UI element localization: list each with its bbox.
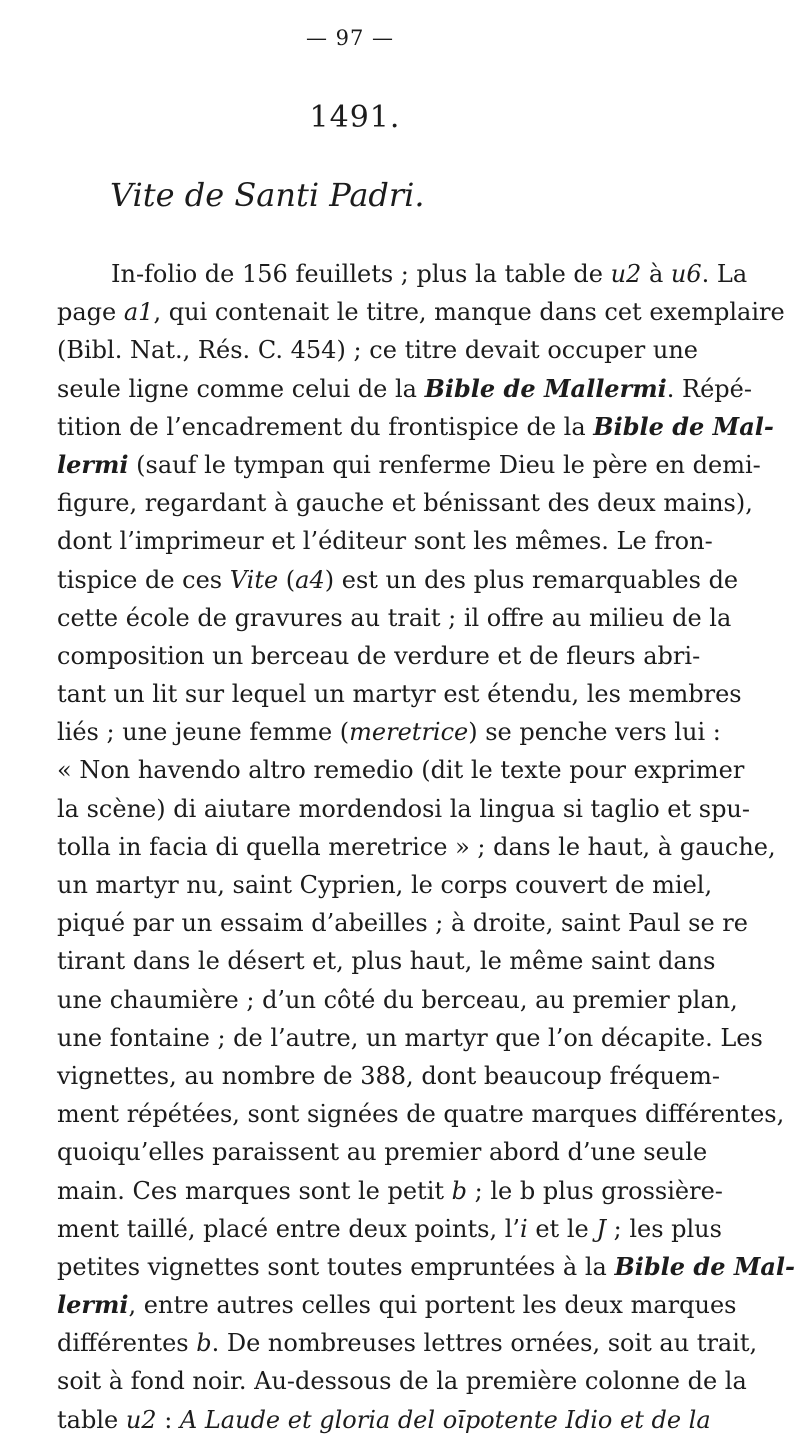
text-line: (Bibl. Nat., Rés. C. 454) ; ce titre devait occuper une — [57, 336, 698, 365]
text-line: quoiqu’elles paraissent au premier abord d’une seule — [57, 1138, 708, 1167]
entry-title: Vite de Santi Padri. — [110, 176, 425, 214]
text-line: différentes b. De nombreuses lettres ornées, soit au trait, — [57, 1329, 758, 1358]
text-line: main. Ces marques sont le petit b ; le b plus grossière- — [57, 1176, 723, 1205]
text-line: lermi (sauf le tympan qui renferme Dieu le père en demi- — [57, 449, 761, 479]
text-line: la scène) di aiutare mordendosi la lingua si taglio et spu- — [57, 794, 750, 823]
text-line: figure, regardant à gauche et bénissant des deux mains), — [57, 489, 753, 518]
text-line: tispice de ces Vite (a4) est un des plus remarquables de — [57, 565, 739, 594]
text-line: tirant dans le désert et, plus haut, le même saint dans — [57, 947, 716, 976]
text-line: « Non havendo altro remedio (dit le texte pour exprimer — [57, 756, 745, 785]
text-line: dont l’imprimeur et l’éditeur sont les mêmes. Le fron- — [57, 527, 713, 556]
text-line: composition un berceau de verdure et de fleurs abri- — [57, 641, 701, 670]
text-line: seule ligne comme celui de la Bible de Mallermi. Répé- — [57, 373, 752, 403]
text-line: un martyr nu, saint Cyprien, le corps couvert de miel, — [57, 871, 713, 899]
text-line: lermi, entre autres celles qui portent les deux marques — [57, 1290, 737, 1320]
text-line: une chaumière ; d’un côté du berceau, au premier plan, — [57, 985, 738, 1014]
text-line: page a1, qui contenait le titre, manque dans cet exemplaire — [57, 298, 785, 327]
text-line: liés ; une jeune femme (meretrice) se penche vers lui : — [57, 718, 721, 747]
text-line: ment taillé, placé entre deux points, l’i et le J ; les plus — [57, 1214, 722, 1243]
text-line: ment répétées, sont signées de quatre marques différentes, — [57, 1100, 785, 1129]
entry-description — [57, 255, 796, 1439]
text-line: tant un lit sur lequel un martyr est étendu, les membres — [57, 680, 742, 709]
text-line: table u2 : A Laude et gloria del oīpotente Idio et de la — [57, 1405, 711, 1434]
text-line: tolla in facia di quella meretrice » ; dans le haut, à gauche, — [57, 832, 776, 861]
text-line: soit à fond noir. Au-dessous de la première colonne de la — [57, 1367, 747, 1396]
text-line: piqué par un essaim d’abeilles ; à droite, saint Paul se re — [57, 909, 748, 938]
text-line: une fontaine ; de l’autre, un martyr que l’on décapite. Les — [57, 1023, 763, 1052]
entry-year: 1491. — [309, 100, 401, 135]
text-line: tition de l’encadrement du frontispice de la Bible de Mal- — [57, 411, 774, 441]
text-line: petites vignettes sont toutes empruntées à la Bible de Mal- — [57, 1251, 796, 1281]
page-number: — 97 — — [305, 26, 395, 50]
text-line: In-folio de 156 feuillets ; plus la table de u2 à u6. La — [111, 260, 748, 288]
text-line: cette école de gravures au trait ; il offre au milieu de la — [57, 603, 732, 632]
text-line: vignettes, au nombre de 388, dont beaucoup fréquem- — [57, 1061, 720, 1090]
